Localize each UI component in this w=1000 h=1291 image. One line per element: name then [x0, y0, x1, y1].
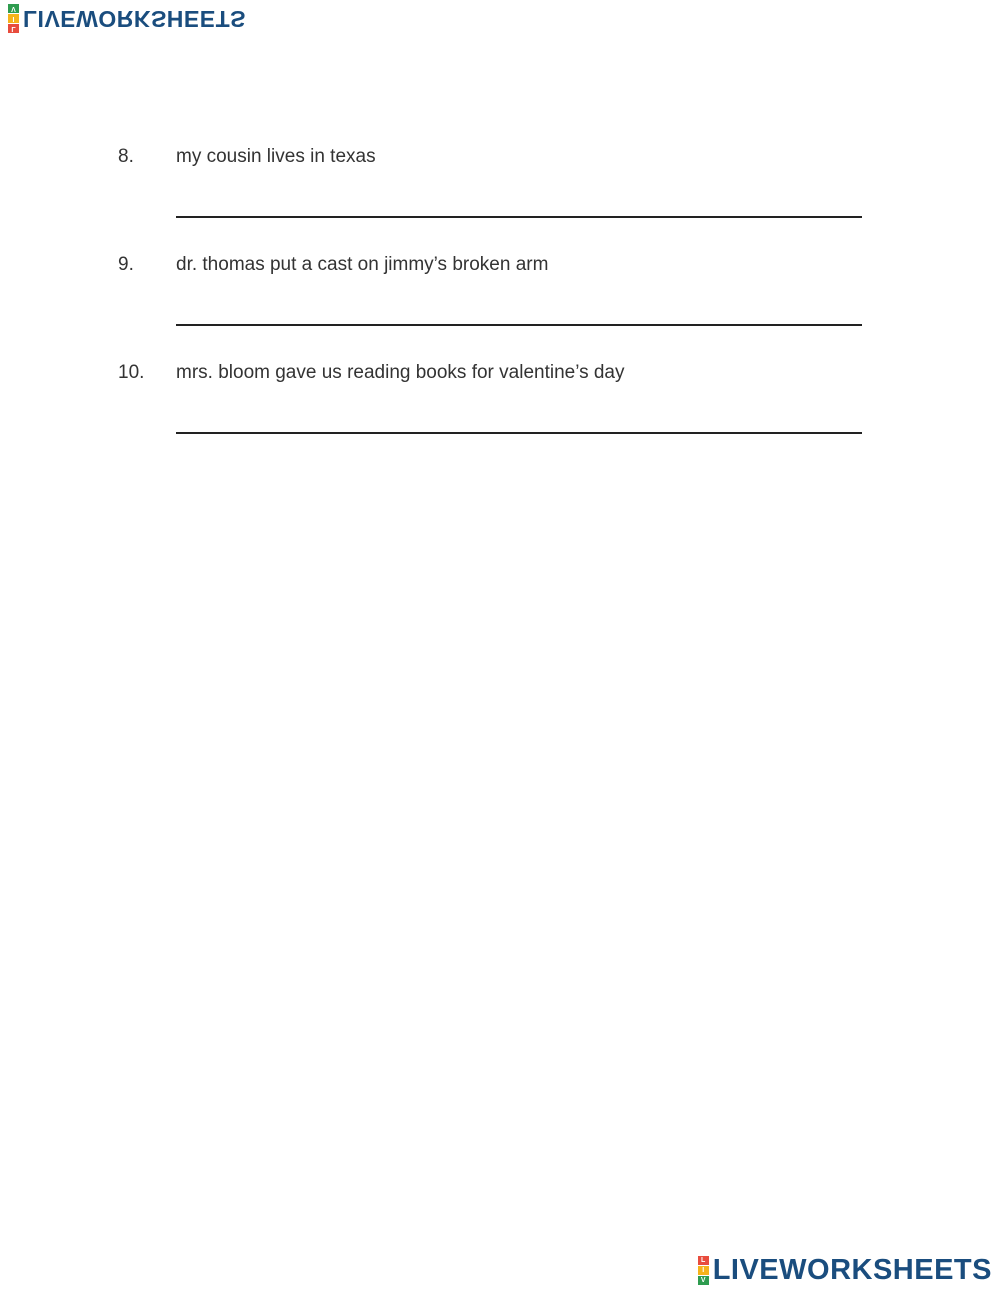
answer-input[interactable]	[176, 406, 866, 434]
logo-text: LIVEWORKSHEETS	[23, 6, 246, 32]
question-text: dr. thomas put a cast on jimmy’s broken arm	[176, 254, 549, 275]
answer-input[interactable]	[176, 190, 866, 218]
logo-blocks-icon	[8, 4, 19, 33]
liveworksheets-logo-mirrored	[8, 4, 246, 33]
liveworksheets-logo	[698, 1254, 992, 1287]
logo-block-yellow: I	[698, 1266, 709, 1275]
logo-blocks-icon	[698, 1256, 709, 1285]
question-number: 9.	[118, 254, 134, 275]
question-text: mrs. bloom gave us reading books for valentine’s day	[176, 362, 625, 383]
logo-block-green: V	[698, 1276, 709, 1285]
answer-line	[176, 324, 862, 326]
logo-block-red: L	[8, 24, 19, 33]
answer-line	[176, 216, 862, 218]
question-number: 10.	[118, 362, 145, 383]
logo-block-yellow: I	[8, 14, 19, 23]
question-text: my cousin lives in texas	[176, 146, 376, 167]
logo-block-green: V	[8, 4, 19, 13]
logo-text: LIVEWORKSHEETS	[712, 1254, 992, 1286]
answer-line	[176, 432, 862, 434]
logo-block-red: L	[698, 1256, 709, 1265]
question-number: 8.	[118, 146, 134, 167]
answer-input[interactable]	[176, 298, 866, 326]
